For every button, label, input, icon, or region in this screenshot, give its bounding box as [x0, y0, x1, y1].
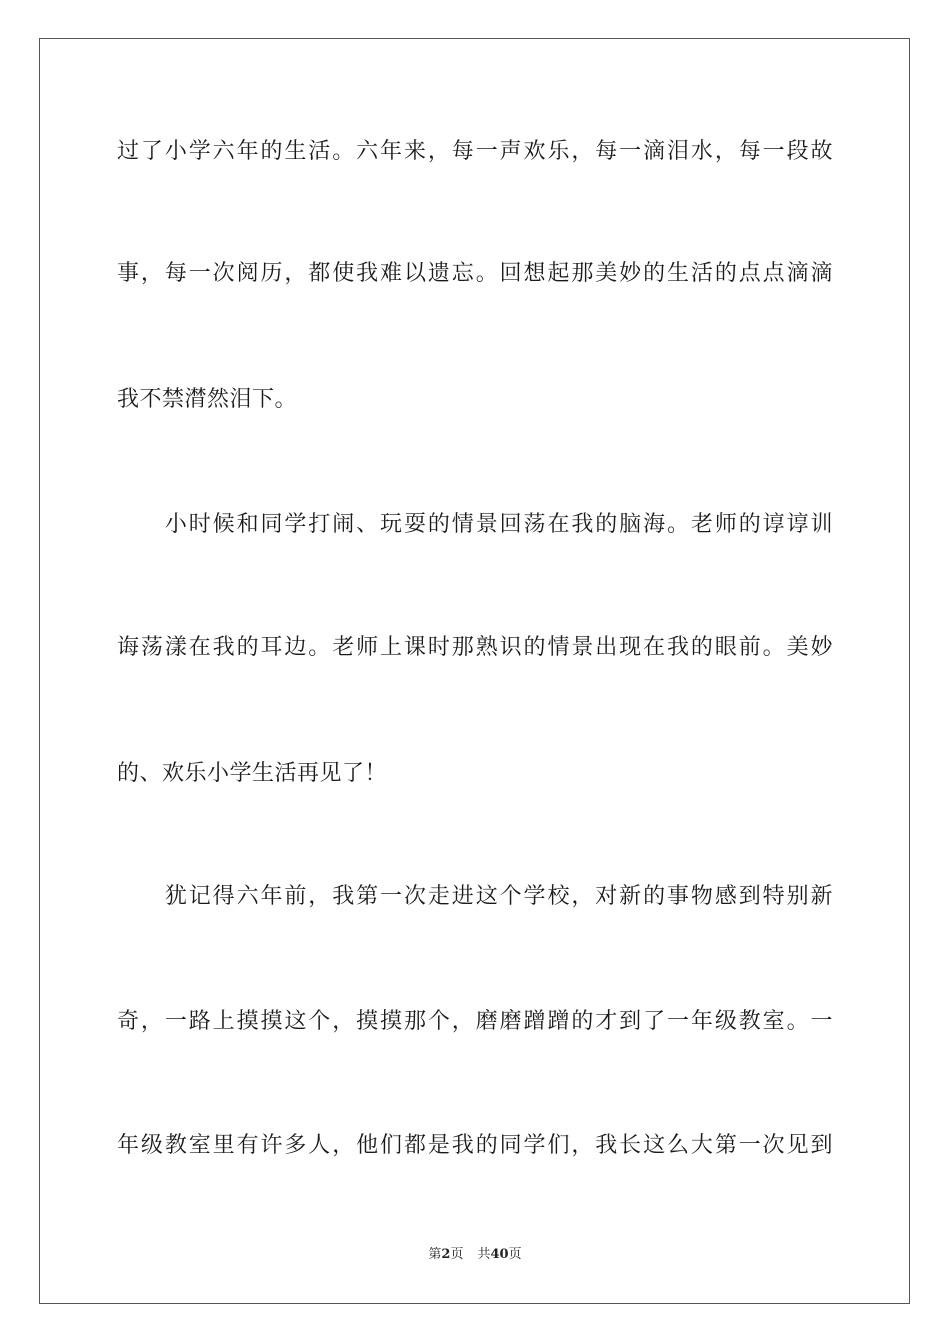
text-line-6: 的、欢乐小学生活再见了！ — [117, 761, 388, 786]
page-border — [39, 38, 910, 1304]
text-line-9: 年级教室里有许多人，他们都是我的同学们，我长这么大第一次见到 — [117, 1133, 833, 1158]
page-suffix: 页 — [450, 1247, 464, 1262]
total-pages: 40 — [490, 1247, 509, 1262]
text-line-3: 我不禁潸然泪下。 — [117, 387, 298, 412]
page-prefix: 第 — [428, 1247, 442, 1262]
total-suffix: 页 — [508, 1247, 522, 1262]
text-line-8: 奇，一路上摸摸这个，摸摸那个，磨磨蹭蹭的才到了一年级教室。一 — [117, 1009, 833, 1034]
text-line-1: 过了小学六年的生活。六年来，每一声欢乐，每一滴泪水，每一段故 — [117, 139, 833, 164]
page-number: 2 — [441, 1247, 451, 1262]
text-line-7: 犹记得六年前，我第一次走进这个学校，对新的事物感到特别新 — [117, 884, 833, 909]
text-line-2: 事，每一次阅历，都使我难以遗忘。回想起那美妙的生活的点点滴滴 — [117, 261, 833, 286]
page-footer — [0, 1246, 950, 1264]
total-prefix: 共 — [477, 1247, 491, 1262]
text-line-4: 小时候和同学打闹、玩耍的情景回荡在我的脑海。老师的谆谆训 — [117, 512, 833, 537]
text-line-5: 诲荡漾在我的耳边。老师上课时那熟识的情景出现在我的眼前。美妙 — [117, 635, 833, 660]
